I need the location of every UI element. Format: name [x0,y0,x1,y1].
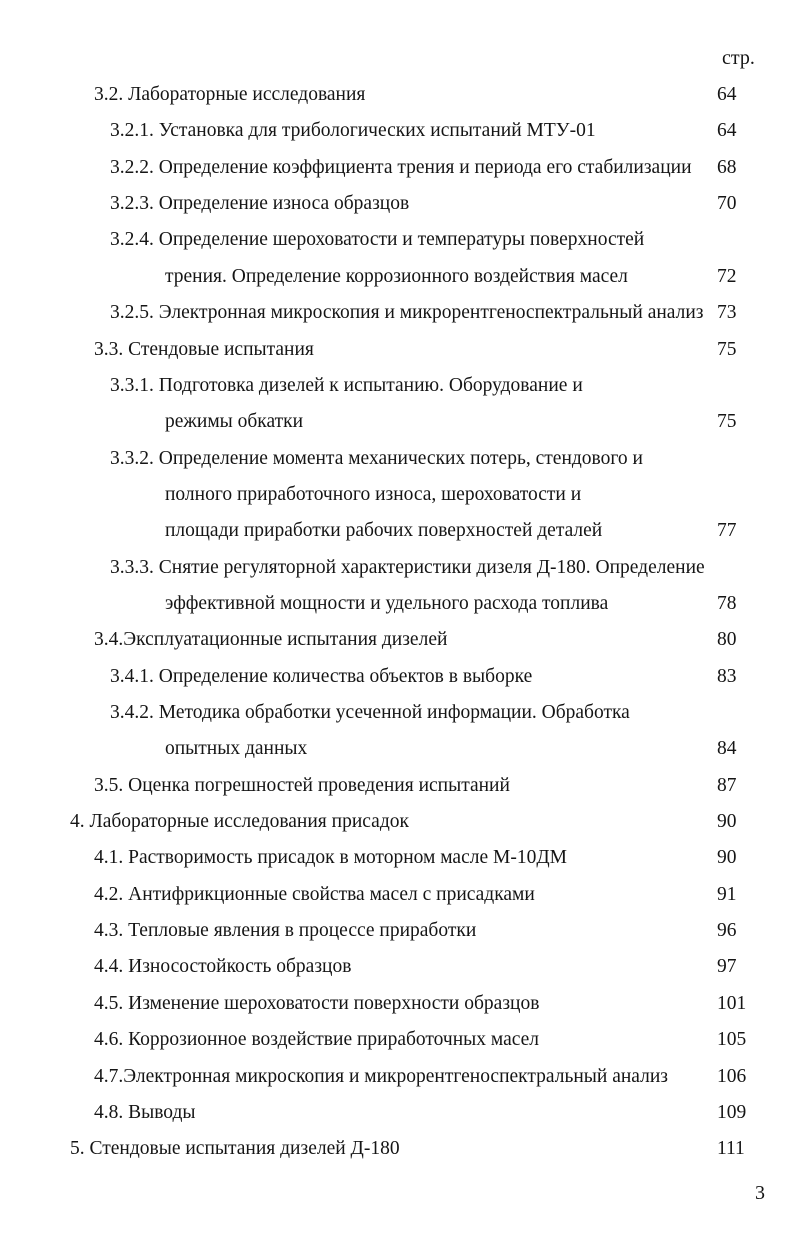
toc-entry-page: 90 [717,847,737,869]
toc-entry-title: 3.4.Эксплуатационные испытания дизелей [94,629,448,651]
toc-entry-title: 3.3.1. Подготовка дизелей к испытанию. Оборудование и [110,374,583,396]
toc-entry-page: 73 [717,302,737,324]
toc-entry [0,554,796,582]
toc-entry-page: 96 [717,920,737,942]
toc-entry [0,299,796,327]
toc-entry-title: 4.6. Коррозионное воздействие приработочных масел [94,1029,540,1051]
toc-entry-page: 78 [717,592,737,614]
toc-entry [0,336,796,364]
toc-entry-title: площади приработки рабочих поверхностей деталей [165,520,603,542]
toc-entry-title: 4.3. Тепловые явления в процессе приработки [94,920,477,942]
toc-entry-page: 87 [717,774,737,796]
toc-entry-continuation [0,481,796,509]
toc-entry [0,81,796,109]
toc-entry [0,881,796,909]
toc-entry-title: эффективной мощности и удельного расхода топлива [165,592,609,614]
toc-entry [0,626,796,654]
toc-entry [0,154,796,182]
toc-entry-page: 109 [717,1101,747,1123]
toc-entry-page: 97 [717,956,737,978]
toc-entry-continuation [0,517,796,545]
toc-entry-title: 3.3. Стендовые испытания [94,338,314,360]
toc-entry [0,1135,796,1163]
toc-entry-title: 4.2. Антифрикционные свойства масел с присадками [94,883,535,905]
toc-entry [0,1026,796,1054]
toc-entry [0,917,796,945]
toc-entry-page: 70 [717,193,737,215]
toc-entry [0,772,796,800]
toc-entry-page: 106 [717,1065,747,1087]
toc-entry-page: 64 [717,120,737,142]
toc-entry-title: 4.1. Растворимость присадок в моторном масле М-10ДМ [94,847,567,869]
toc-entry-title: 3.5. Оценка погрешностей проведения испытаний [94,774,510,796]
toc-entry [0,226,796,254]
toc-entry-page: 77 [717,520,737,542]
toc-entry-title: 3.2. Лабораторные исследования [94,84,366,105]
toc-entry [0,190,796,218]
toc-entry-page: 111 [717,1138,745,1160]
toc-entry-page: 83 [717,665,737,687]
toc-entry [0,117,796,145]
toc-entry-page: 68 [717,156,737,178]
toc-entry-title: 3.3.3. Снятие регуляторной характеристики дизеля Д-180. Определение [110,556,705,578]
page-column-header: стр. [722,47,755,69]
toc-entry [0,953,796,981]
toc-entry-title: 3.2.2. Определение коэффициента трения и периода его стабилизации [110,156,692,178]
toc-entry-title: трения. Определение коррозионного воздействия масел [165,265,628,287]
toc-entry [0,1099,796,1127]
toc-entry [0,808,796,836]
toc-entry-title: 3.2.1. Установка для трибологических испытаний МТУ-01 [110,120,596,142]
toc-entry [0,372,796,400]
toc-entry-page: 84 [717,738,737,760]
toc-entry-title: режимы обкатки [165,411,304,433]
toc-entry-title: 3.2.5. Электронная микроскопия и микрорентгеноспектральный анализ [110,302,704,324]
toc-entry-title: 3.4.2. Методика обработки усеченной информации. Обработка [110,702,630,723]
toc-entry-continuation [0,590,796,618]
toc-entry-title: опытных данных [165,738,308,760]
toc-entry-title: 3.2.4. Определение шероховатости и температуры поверхностей [110,229,645,251]
toc-entry-title: 3.2.3. Определение износа образцов [110,193,410,215]
toc-entry [0,844,796,872]
toc-entry [0,445,796,473]
toc-entry-title: 3.3.2. Определение момента механических потерь, стендового и [110,447,643,469]
toc-entry-title: 5. Стендовые испытания дизелей Д-180 [70,1138,400,1160]
toc-entry-title: 3.4.1. Определение количества объектов в выборке [110,665,533,687]
toc-entry-title: полного приработочного износа, шероховатости и [165,483,582,505]
toc-entry-page: 64 [717,84,737,105]
toc-entry-continuation [0,408,796,436]
toc-entry-page: 75 [717,338,737,360]
toc-entry-page: 101 [717,992,747,1014]
toc-entry-title: 4.5. Изменение шероховатости поверхности образцов [94,992,540,1014]
toc-entry [0,990,796,1018]
toc-entry [0,699,796,727]
toc-entry-continuation [0,263,796,291]
toc-entry-title: 4.7.Электронная микроскопия и микрорентгеноспектральный анализ [94,1065,668,1087]
page-number: 3 [755,1182,765,1204]
toc-entry-page: 72 [717,265,737,287]
toc-entry-page: 75 [717,411,737,433]
toc-entry-page: 80 [717,629,737,651]
toc-entry [0,663,796,691]
toc-entry-title: 4.4. Износостойкость образцов [94,956,352,978]
toc-entry-title: 4.8. Выводы [94,1101,196,1123]
toc-entry-page: 91 [717,883,737,905]
toc-entry-page: 90 [717,811,737,832]
toc-entry-page: 105 [717,1029,747,1051]
toc-entry [0,1063,796,1091]
toc-entry-continuation [0,735,796,763]
toc-entry-title: 4. Лабораторные исследования присадок [70,811,409,832]
